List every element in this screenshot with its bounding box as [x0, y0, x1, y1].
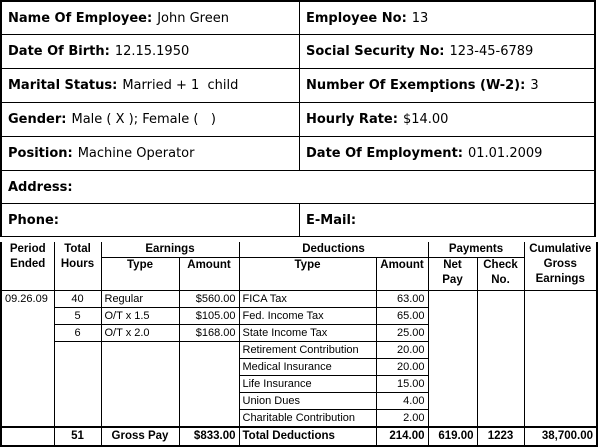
cumulative-cell	[524, 376, 597, 393]
check-no-cell	[477, 308, 524, 325]
ssn-label: Social Security No:	[306, 44, 445, 59]
employee-name-cell	[2, 2, 300, 34]
net-pay-cell	[428, 325, 477, 342]
total-hours-header	[54, 242, 101, 291]
gender-cell	[2, 103, 300, 136]
deduction-type-cell: Union Dues	[239, 393, 376, 410]
net-pay-cell	[428, 291, 477, 308]
dob-value: 12.15.1950	[114, 44, 190, 59]
employment-date-label: Date Of Employment:	[306, 146, 463, 161]
hours-cell	[54, 410, 101, 428]
cumulative-header	[524, 242, 597, 291]
deductions-header: Deductions	[239, 242, 428, 258]
employee-name-value: John Green	[157, 10, 229, 26]
totals-hours: 51	[54, 427, 101, 446]
check-no-cell	[477, 376, 524, 393]
period-ended-cell: 09.26.09	[1, 291, 54, 308]
table-row	[1, 325, 597, 342]
earnings-type-header: Type	[101, 258, 179, 291]
earning-type-cell: O/T x 1.5	[101, 308, 179, 325]
deduction-amount-cell: 20.00	[376, 359, 428, 376]
hourly-rate-value: $14.00	[402, 112, 449, 127]
table-row	[1, 359, 597, 376]
info-row-position	[2, 137, 594, 171]
deduction-type-cell: Life Insurance	[239, 376, 376, 393]
gender-label: Gender:	[8, 112, 67, 127]
cumulative-cell	[524, 393, 597, 410]
earning-amount-cell	[179, 359, 239, 376]
deduction-amount-cell: 25.00	[376, 325, 428, 342]
totals-period-cell	[1, 427, 54, 446]
check-no-cell	[477, 291, 524, 308]
earning-amount-cell: $560.00	[179, 291, 239, 308]
period-ended-cell	[1, 325, 54, 342]
total-hours-header-text: Total Hours	[60, 243, 95, 270]
check-no-value: 1223	[477, 427, 524, 446]
deduction-amount-cell: 2.00	[376, 410, 428, 428]
earning-amount-cell: $168.00	[179, 325, 239, 342]
total-deductions-value: 214.00	[376, 427, 428, 446]
period-ended-cell	[1, 376, 54, 393]
earnings-header: Earnings	[101, 242, 239, 258]
cumulative-cell	[524, 308, 597, 325]
info-row-marital	[2, 69, 594, 103]
period-ended-cell	[1, 393, 54, 410]
marital-label: Marital Status:	[8, 78, 118, 93]
deduction-type-cell: State Income Tax	[239, 325, 376, 342]
cumulative-header-text: Cumulative Gross Earnings	[529, 243, 592, 285]
hours-cell: 5	[54, 308, 101, 325]
earning-type-cell	[101, 410, 179, 428]
phone-cell	[2, 204, 300, 236]
info-row-dob	[2, 35, 594, 69]
employee-number-value: 13	[411, 10, 429, 26]
net-pay-cell	[428, 410, 477, 428]
earning-amount-cell: $105.00	[179, 308, 239, 325]
deductions-type-header: Type	[239, 258, 376, 291]
net-pay-cell	[428, 308, 477, 325]
employment-date-cell	[300, 137, 594, 170]
deduction-type-cell: Retirement Contribution	[239, 342, 376, 359]
payroll-detail-rows	[1, 291, 597, 428]
earning-type-cell: Regular	[101, 291, 179, 308]
cumulative-cell	[524, 325, 597, 342]
net-pay-header-text: Net Pay	[442, 259, 463, 286]
hourly-rate-label: Hourly Rate:	[306, 112, 398, 127]
hours-cell	[54, 393, 101, 410]
earning-amount-cell	[179, 393, 239, 410]
period-ended-header	[1, 242, 54, 291]
deduction-type-cell: Medical Insurance	[239, 359, 376, 376]
table-row	[1, 308, 597, 325]
deduction-amount-cell: 20.00	[376, 342, 428, 359]
period-ended-header-text: Period Ended	[9, 243, 46, 270]
check-no-cell	[477, 325, 524, 342]
earning-type-cell	[101, 359, 179, 376]
deduction-amount-cell: 65.00	[376, 308, 428, 325]
hours-cell	[54, 342, 101, 359]
gross-pay-value: $833.00	[179, 427, 239, 446]
dob-label: Date Of Birth:	[8, 44, 110, 59]
deduction-type-cell: FICA Tax	[239, 291, 376, 308]
hours-cell: 6	[54, 325, 101, 342]
info-row-gender	[2, 103, 594, 137]
net-pay-cell	[428, 359, 477, 376]
check-no-cell	[477, 359, 524, 376]
earning-amount-cell	[179, 342, 239, 359]
info-row-address	[2, 171, 594, 204]
earning-type-cell	[101, 393, 179, 410]
email-cell	[300, 204, 594, 236]
gender-value: Male ( X ); Female ( )	[71, 112, 216, 127]
table-row	[1, 393, 597, 410]
employee-number-label: Employee No:	[306, 10, 407, 26]
table-row	[1, 291, 597, 308]
cumulative-cell	[524, 291, 597, 308]
payroll-table	[0, 242, 598, 447]
totals-row	[1, 427, 597, 446]
net-pay-cell	[428, 376, 477, 393]
exemptions-label: Number Of Exemptions (W-2):	[306, 78, 526, 93]
period-ended-cell	[1, 342, 54, 359]
cumulative-gross-value: 38,700.00	[524, 427, 597, 446]
position-cell	[2, 137, 300, 170]
deduction-amount-cell: 63.00	[376, 291, 428, 308]
check-no-cell	[477, 342, 524, 359]
period-ended-cell	[1, 359, 54, 376]
gross-pay-label: Gross Pay	[101, 427, 179, 446]
period-ended-cell	[1, 410, 54, 428]
exemptions-value: 3	[530, 78, 539, 93]
cumulative-cell	[524, 410, 597, 428]
address-cell	[2, 171, 594, 203]
net-pay-header	[428, 258, 477, 291]
address-label: Address:	[8, 179, 73, 195]
position-label: Position:	[8, 146, 73, 161]
table-row	[1, 342, 597, 359]
deductions-amount-header: Amount	[376, 258, 428, 291]
header-row-top	[1, 242, 597, 258]
cumulative-cell	[524, 342, 597, 359]
email-label: E-Mail:	[306, 212, 357, 228]
total-deductions-label: Total Deductions	[239, 427, 376, 446]
table-row	[1, 376, 597, 393]
earning-amount-cell	[179, 410, 239, 428]
cumulative-cell	[524, 359, 597, 376]
dob-cell	[2, 35, 300, 68]
net-pay-cell	[428, 342, 477, 359]
deduction-amount-cell: 15.00	[376, 376, 428, 393]
marital-value: Married + 1 child	[122, 78, 239, 93]
hours-cell: 40	[54, 291, 101, 308]
earning-type-cell: O/T x 2.0	[101, 325, 179, 342]
table-row	[1, 410, 597, 428]
check-no-cell	[477, 410, 524, 428]
employment-date-value: 01.01.2009	[467, 146, 543, 161]
ssn-value: 123-45-6789	[449, 44, 534, 59]
check-no-header	[477, 258, 524, 291]
check-no-cell	[477, 393, 524, 410]
hours-cell	[54, 376, 101, 393]
employee-number-cell	[300, 2, 594, 34]
info-row-name	[2, 2, 594, 35]
exemptions-cell	[300, 69, 594, 102]
ssn-cell	[300, 35, 594, 68]
period-ended-cell	[1, 308, 54, 325]
payments-header: Payments	[428, 242, 524, 258]
marital-cell	[2, 69, 300, 102]
earnings-amount-header: Amount	[179, 258, 239, 291]
info-row-phone	[2, 204, 594, 237]
earning-type-cell	[101, 342, 179, 359]
earning-type-cell	[101, 376, 179, 393]
hourly-rate-cell	[300, 103, 594, 136]
deduction-type-cell: Fed. Income Tax	[239, 308, 376, 325]
deduction-amount-cell: 4.00	[376, 393, 428, 410]
deduction-type-cell: Charitable Contribution	[239, 410, 376, 428]
check-no-header-text: Check No.	[483, 259, 518, 286]
net-pay-value: 619.00	[428, 427, 477, 446]
earning-amount-cell	[179, 376, 239, 393]
position-value: Machine Operator	[77, 146, 195, 161]
hours-cell	[54, 359, 101, 376]
employee-name-label: Name Of Employee:	[8, 10, 153, 26]
phone-label: Phone:	[8, 212, 59, 228]
net-pay-cell	[428, 393, 477, 410]
